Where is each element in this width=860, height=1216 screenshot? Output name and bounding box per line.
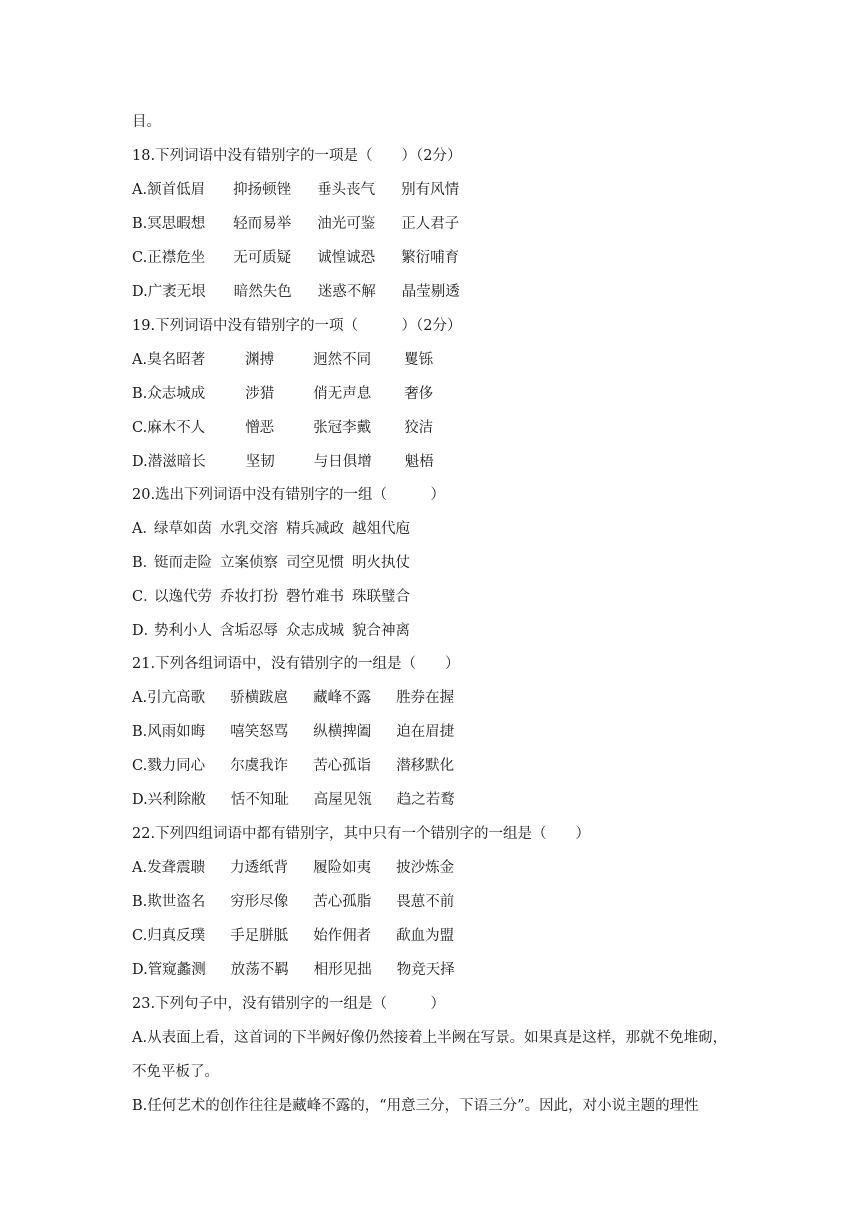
option-word: 麻木不人 xyxy=(147,420,206,436)
option-word: 势利小人 xyxy=(154,623,212,639)
option-label: D. xyxy=(132,792,148,808)
option-word: 迥然不同 xyxy=(313,352,372,368)
option-word: 涉猎 xyxy=(245,386,275,402)
option-word: 归真反璞 xyxy=(147,928,206,944)
option-label: A. xyxy=(132,860,148,876)
option-word: 物竞天择 xyxy=(396,962,455,978)
option-word: 臭名昭著 xyxy=(147,352,206,368)
option-word: 狡洁 xyxy=(404,420,434,436)
q18-option-b xyxy=(132,214,459,234)
option-word: 畏葸不前 xyxy=(396,894,455,910)
option-word: 暗然失色 xyxy=(233,284,292,300)
option-word: 放荡不羁 xyxy=(230,962,289,978)
option-word: 坚韧 xyxy=(245,454,275,470)
option-word: 迫在眉捷 xyxy=(396,724,455,740)
q20-option-c xyxy=(132,587,410,607)
option-word: 绿草如茵 xyxy=(154,521,212,537)
q19-option-a xyxy=(132,350,433,370)
q21-option-b xyxy=(132,722,454,742)
option-word: 始作佣者 xyxy=(313,928,372,944)
option-word: 油光可鉴 xyxy=(317,216,376,232)
option-word: 水乳交溶 xyxy=(220,521,278,537)
option-label: D. xyxy=(132,962,148,978)
q21-option-d xyxy=(132,790,455,810)
q21-option-c xyxy=(132,756,454,776)
option-word: 无可质疑 xyxy=(233,250,292,266)
option-word: 发聋震聩 xyxy=(147,860,206,876)
option-word: 潜移默化 xyxy=(396,758,455,774)
option-word: 正人君子 xyxy=(401,216,460,232)
option-word: 尔虞我诈 xyxy=(230,758,289,774)
option-word: 相形见拙 xyxy=(313,962,372,978)
option-word: 颔首低眉 xyxy=(147,182,206,198)
option-word: 嘻笑怒骂 xyxy=(230,724,289,740)
option-word: 欺世盗名 xyxy=(147,894,206,910)
option-word: 正襟危坐 xyxy=(147,250,206,266)
option-label: C. xyxy=(132,250,148,266)
option-word: 司空见惯 xyxy=(286,555,344,571)
question-19-stem: 19.下列词语中没有错别字的一项（ ）（2分） xyxy=(132,318,462,334)
option-word: 藏峰不露 xyxy=(313,690,372,706)
option-word: 轻而易举 xyxy=(233,216,292,232)
option-word: 穷形尽像 xyxy=(230,894,289,910)
option-label: B． xyxy=(132,555,158,571)
option-word: 歃血为盟 xyxy=(396,928,455,944)
text-line: 目。 xyxy=(132,114,161,130)
option-label: A. xyxy=(132,352,148,368)
option-label: A． xyxy=(132,521,157,537)
option-word: 骄横跋扈 xyxy=(230,690,289,706)
q19-option-c xyxy=(132,418,433,438)
q20-option-b xyxy=(132,553,410,573)
q23-option-a: A.从表面上看，这首词的下半阙好像仍然接着上半阙在写景。如果真是这样，那就不免堆砌，不免平板了。 xyxy=(132,1030,728,1080)
q20-option-a xyxy=(132,519,410,539)
q18-option-a xyxy=(132,180,459,200)
option-word: 迷惑不解 xyxy=(317,284,376,300)
option-word: 戮力同心 xyxy=(147,758,206,774)
option-word: 张冠李戴 xyxy=(313,420,372,436)
option-label: A. xyxy=(132,182,148,198)
q22-option-c xyxy=(132,926,454,946)
option-word: 纵横捭阖 xyxy=(313,724,372,740)
option-label: B. xyxy=(132,386,148,402)
option-label: B. xyxy=(132,216,148,232)
option-word: 魁梧 xyxy=(404,454,434,470)
option-word: 趋之若鹜 xyxy=(396,792,455,808)
option-word: 抑扬顿锉 xyxy=(233,182,292,198)
q21-option-a xyxy=(132,688,454,708)
option-word: 诚惶诚恐 xyxy=(317,250,376,266)
q18-option-d xyxy=(132,282,460,302)
option-word: 珠联璧合 xyxy=(352,589,410,605)
option-word: 铤而走险 xyxy=(154,555,212,571)
question-21-stem: 21.下列各组词语中，没有错别字的一组是（ ） xyxy=(132,656,460,672)
option-word: 别有风情 xyxy=(401,182,460,198)
option-label: C. xyxy=(132,420,148,436)
option-word: 奢侈 xyxy=(404,386,434,402)
option-word: 以逸代劳 xyxy=(154,589,212,605)
option-word: 磬竹难书 xyxy=(286,589,344,605)
option-word: 披沙炼金 xyxy=(396,860,455,876)
option-word: 俏无声息 xyxy=(313,386,372,402)
option-word: 高屋见瓴 xyxy=(313,792,372,808)
option-word: 渊搏 xyxy=(245,352,275,368)
question-18-stem: 18.下列词语中没有错别字的一项是（ ）（2分） xyxy=(132,148,462,164)
option-label: C． xyxy=(132,589,158,605)
option-word: 苦心孤脂 xyxy=(313,894,372,910)
question-23-stem: 23.下列句子中，没有错别字的一组是（ ） xyxy=(132,996,446,1012)
option-label: D. xyxy=(132,284,148,300)
option-word: 矍铄 xyxy=(404,352,434,368)
q22-option-d xyxy=(132,960,455,980)
option-word: 憎恶 xyxy=(245,420,275,436)
option-word: 苦心孤诣 xyxy=(313,758,372,774)
option-label: A. xyxy=(132,690,148,706)
option-word: 风雨如晦 xyxy=(147,724,206,740)
q23-option-b: B.任何艺术的创作往往是藏峰不露的，“用意三分，下语三分”。因此，对小说主题的理性 xyxy=(132,1098,699,1114)
option-word: 含垢忍辱 xyxy=(220,623,278,639)
option-label: D. xyxy=(132,454,148,470)
option-word: 恬不知耻 xyxy=(230,792,289,808)
option-word: 繁衍哺育 xyxy=(401,250,460,266)
option-word: 晶莹剔透 xyxy=(401,284,460,300)
option-label: D． xyxy=(132,623,159,639)
q18-option-c xyxy=(132,248,459,268)
option-word: 众志城成 xyxy=(147,386,206,402)
option-word: 与日俱增 xyxy=(313,454,372,470)
q19-option-b xyxy=(132,384,433,404)
option-label: C. xyxy=(132,758,148,774)
option-word: 精兵减政 xyxy=(286,521,344,537)
option-word: 引亢高歌 xyxy=(147,690,206,706)
option-word: 胜券在握 xyxy=(396,690,455,706)
question-20-stem: 20.选出下列词语中没有错别字的一组（ ） xyxy=(132,487,446,503)
q22-option-b xyxy=(132,892,454,912)
option-word: 手足胼胝 xyxy=(230,928,289,944)
q19-option-d xyxy=(132,452,434,472)
option-label: C. xyxy=(132,928,148,944)
option-word: 潜滋暗长 xyxy=(147,454,206,470)
q22-option-a xyxy=(132,858,454,878)
option-word: 广袤无垠 xyxy=(147,284,206,300)
option-word: 立案侦察 xyxy=(220,555,278,571)
option-word: 貌合神离 xyxy=(352,623,410,639)
option-word: 兴利除敝 xyxy=(147,792,206,808)
option-word: 明火执仗 xyxy=(352,555,410,571)
q20-option-d xyxy=(132,621,410,641)
option-word: 力透纸背 xyxy=(230,860,289,876)
option-word: 垂头丧气 xyxy=(317,182,376,198)
option-word: 冥思暇想 xyxy=(147,216,206,232)
option-word: 众志成城 xyxy=(286,623,344,639)
option-label: B. xyxy=(132,894,148,910)
option-word: 管窥蠡测 xyxy=(147,962,206,978)
option-word: 履险如夷 xyxy=(313,860,372,876)
option-word: 越俎代庖 xyxy=(352,521,410,537)
option-label: B. xyxy=(132,724,148,740)
question-22-stem: 22.下列四组词语中都有错别字，其中只有一个错别字的一组是（ ） xyxy=(132,826,591,842)
option-word: 乔妆打扮 xyxy=(220,589,278,605)
